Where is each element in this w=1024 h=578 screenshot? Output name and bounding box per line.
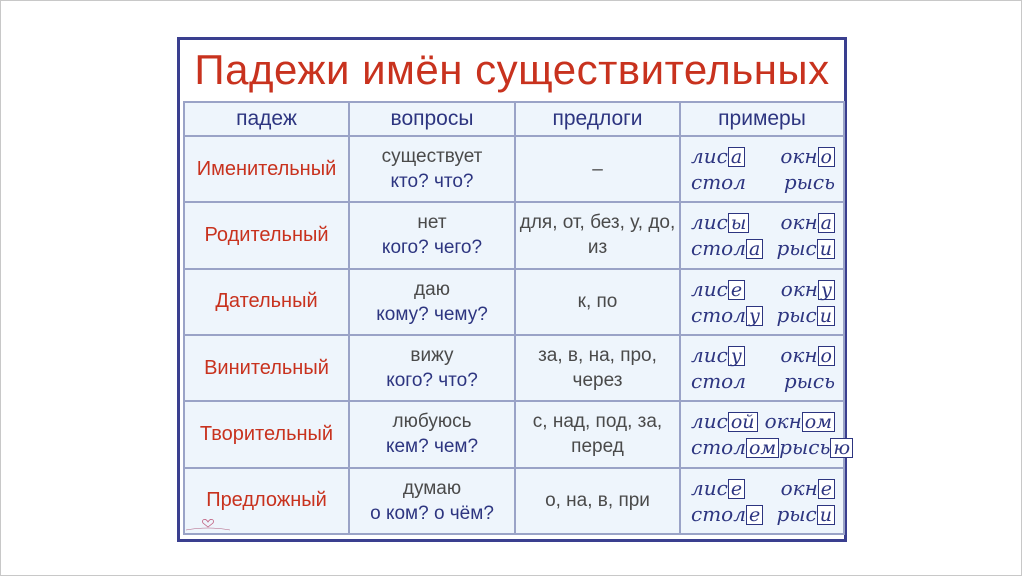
case-row — [184, 136, 844, 202]
question-words: о ком? о чём? — [370, 502, 494, 524]
example-word — [691, 276, 745, 302]
question-verb: думаю — [402, 477, 462, 499]
word-stem: стол — [691, 302, 746, 327]
word-stem: стол — [691, 501, 746, 526]
examples-cell — [680, 401, 851, 467]
word-stem: лис — [691, 475, 728, 500]
prepositions-cell: – — [515, 136, 680, 202]
header-prepositions: предлоги — [515, 102, 680, 136]
word-stem: лис — [691, 210, 728, 235]
questions-cell — [349, 136, 515, 202]
word-ending-box: и — [817, 239, 835, 259]
case-name: Винительный — [184, 335, 349, 401]
word-stem: окн — [764, 409, 802, 434]
question-verb: любуюсь — [392, 411, 472, 433]
word-ending-box: ой — [728, 412, 758, 432]
example-line — [681, 143, 843, 169]
question-verb: вижу — [410, 345, 454, 367]
poster-title: Падежи имён существительных — [194, 46, 830, 93]
example-line — [681, 368, 843, 394]
word-stem: окн — [780, 144, 818, 169]
example-word — [781, 209, 836, 235]
example-word — [765, 408, 835, 434]
example-line — [681, 342, 843, 368]
prepositions-cell: за, в, на, про, через — [515, 335, 680, 401]
example-word — [779, 434, 853, 460]
word-ending-box: у — [818, 280, 835, 300]
question-verb: существует — [381, 146, 483, 168]
word-ending-box: а — [818, 213, 835, 233]
case-row — [184, 269, 844, 335]
header-case: падеж — [184, 102, 349, 136]
heart-logo-icon — [184, 516, 232, 534]
word-ending-box: е — [746, 505, 763, 525]
example-line — [681, 475, 843, 501]
word-stem: лис — [691, 276, 728, 301]
examples-cell — [680, 468, 844, 534]
word-stem: окн — [780, 475, 818, 500]
word-ending-box: ом — [802, 412, 835, 432]
example-line — [681, 408, 843, 434]
word-ending-box: у — [746, 306, 763, 326]
case-row — [184, 401, 844, 467]
questions-cell — [349, 269, 515, 335]
word-ending-box: е — [818, 479, 835, 499]
example-line — [681, 169, 843, 195]
word-stem: рыс — [776, 501, 817, 526]
example-line — [681, 501, 843, 527]
word-stem: лис — [691, 409, 728, 434]
example-word — [776, 501, 835, 527]
example-word — [781, 276, 835, 302]
word-stem: стол — [691, 435, 746, 460]
example-word — [691, 143, 745, 169]
example-line — [681, 434, 851, 460]
example-word — [691, 434, 779, 460]
prepositions-cell: о, на, в, при — [515, 468, 680, 534]
word-stem: окн — [780, 343, 818, 368]
word-stem: рысь — [783, 170, 835, 195]
word-ending-box: о — [818, 346, 835, 366]
examples-cell — [680, 335, 844, 401]
word-stem: лис — [691, 144, 728, 169]
word-ending-box: е — [728, 280, 745, 300]
example-line — [681, 209, 843, 235]
word-stem: рыс — [776, 302, 817, 327]
word-ending-box: ы — [728, 213, 749, 233]
questions-cell — [349, 468, 515, 534]
word-stem: стол — [691, 236, 746, 261]
word-stem: рыс — [776, 236, 817, 261]
example-word — [691, 209, 749, 235]
word-ending-box: а — [746, 239, 763, 259]
example-word — [691, 302, 763, 328]
word-stem: стол — [691, 369, 746, 394]
case-row — [184, 335, 844, 401]
prepositions-cell: к, по — [515, 269, 680, 335]
question-verb: нет — [417, 212, 447, 234]
examples-cell — [680, 202, 844, 268]
case-name: Предложный — [184, 468, 349, 534]
word-stem: стол — [691, 170, 746, 195]
questions-cell — [349, 335, 515, 401]
example-word — [780, 342, 835, 368]
word-ending-box: а — [728, 147, 745, 167]
example-word — [776, 302, 835, 328]
example-word — [776, 235, 835, 261]
header-row — [184, 102, 844, 136]
question-words: кем? чем? — [385, 436, 479, 458]
example-word — [784, 368, 835, 394]
cases-table — [183, 101, 851, 535]
header-questions: вопросы — [349, 102, 515, 136]
header-examples: примеры — [680, 102, 844, 136]
question-words: кому? чему? — [376, 303, 488, 325]
example-word — [691, 342, 745, 368]
examples-cell — [680, 136, 844, 202]
poster — [177, 37, 851, 542]
case-name: Творительный — [184, 401, 349, 467]
word-ending-box: у — [728, 346, 745, 366]
word-stem: рысь — [779, 435, 831, 460]
example-line — [681, 302, 843, 328]
word-stem: окн — [780, 276, 818, 301]
question-words: кого? чего? — [381, 237, 483, 259]
example-word — [691, 368, 746, 394]
question-words: кто? что? — [390, 171, 474, 193]
questions-cell — [349, 202, 515, 268]
case-row — [184, 202, 844, 268]
questions-cell — [349, 401, 515, 467]
word-stem: лис — [691, 343, 728, 368]
word-stem: рысь — [783, 369, 835, 394]
case-name: Родительный — [184, 202, 349, 268]
case-name: Именительный — [184, 136, 349, 202]
example-word — [691, 408, 758, 434]
example-line — [681, 276, 843, 302]
example-word — [691, 475, 745, 501]
prepositions-cell: для, от, без, у, до, из — [515, 202, 680, 268]
word-ending-box: ю — [830, 438, 853, 458]
example-word — [784, 169, 835, 195]
question-verb: даю — [414, 278, 450, 300]
example-word — [780, 143, 835, 169]
word-ending-box: и — [817, 505, 835, 525]
case-name: Дательный — [184, 269, 349, 335]
question-words: кого? что? — [386, 370, 478, 392]
example-word — [691, 501, 763, 527]
example-word — [691, 169, 746, 195]
example-word — [691, 235, 763, 261]
examples-cell — [680, 269, 844, 335]
prepositions-cell: с, над, под, за, перед — [515, 401, 680, 467]
word-ending-box: ом — [746, 438, 779, 458]
example-word — [781, 475, 835, 501]
word-ending-box: е — [728, 479, 745, 499]
example-line — [681, 235, 843, 261]
case-row — [184, 468, 844, 534]
word-ending-box: и — [817, 306, 835, 326]
word-ending-box: о — [818, 147, 835, 167]
word-stem: окн — [780, 210, 818, 235]
